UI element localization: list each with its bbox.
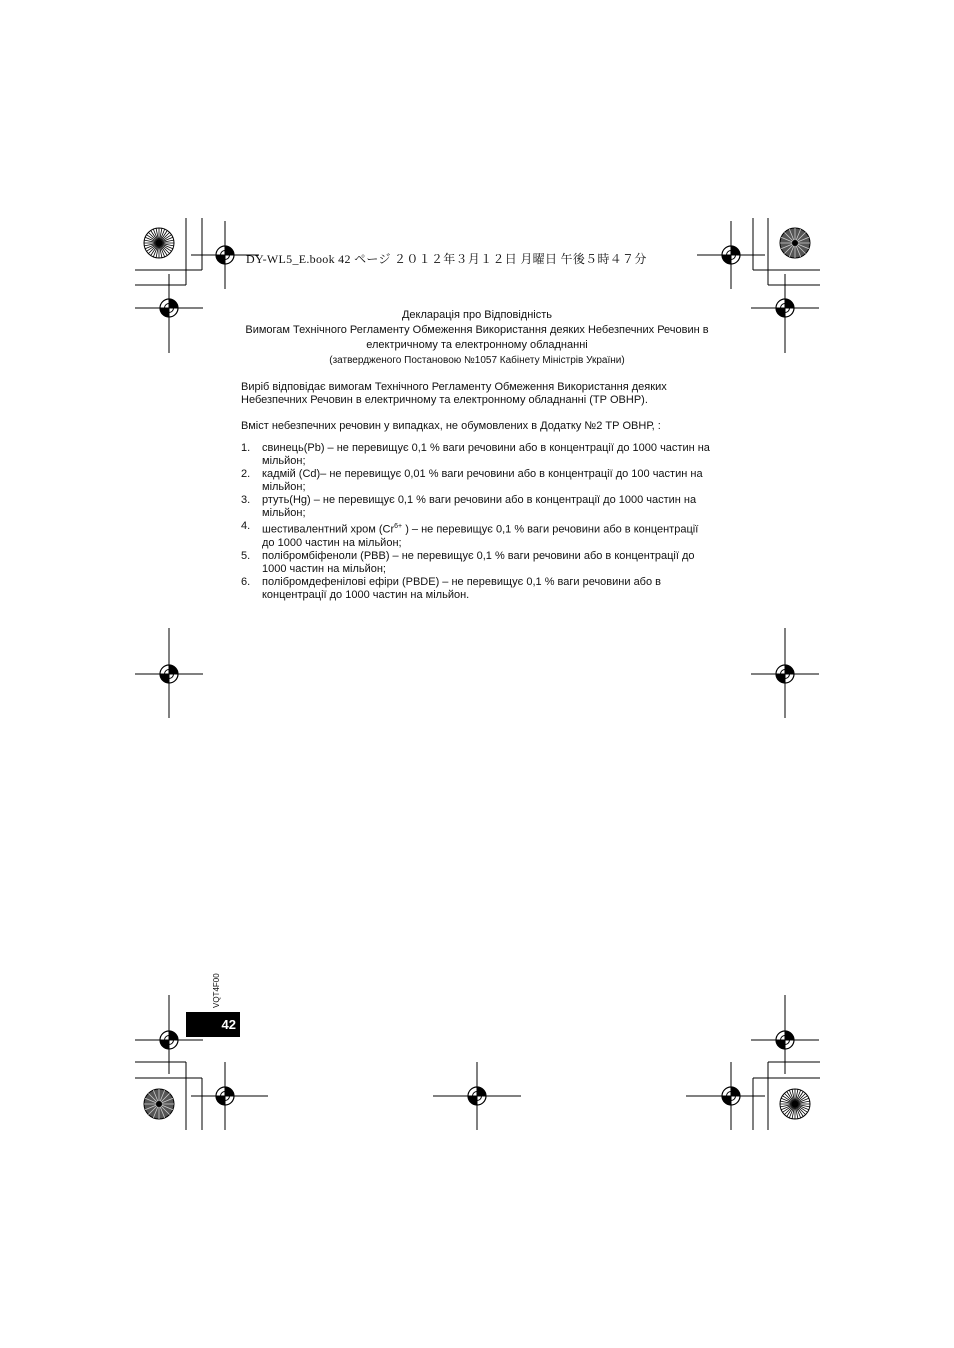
item-text: полібромдефенілові ефіри (PBDE) – не перевищує 0,1 % ваги речовини або в xyxy=(262,575,662,588)
content-intro: Вміст небезпечних речовин у випадках, не обумовлених в Додатку №2 ТР ОВНР, : xyxy=(241,420,661,432)
list-item xyxy=(241,494,721,520)
item-text: мільйон; xyxy=(262,481,306,493)
superscript: 6+ xyxy=(394,523,403,530)
item-number: 1. xyxy=(241,442,251,454)
item-text: кадмій (Cd)– не перевищує 0,01 % ваги речовини або в концентрації до 100 частин на xyxy=(262,468,703,480)
item-number: 6. xyxy=(241,575,251,588)
compliance-line1: Виріб відповідає вимогам Технічного Регламенту Обмеження Використання деяких xyxy=(241,381,667,393)
doc-code: VQT4F00 xyxy=(212,973,221,1008)
list-item xyxy=(241,468,721,494)
item-number: 5. xyxy=(241,549,251,562)
item-number: 4. xyxy=(241,520,251,532)
item-text: концентрації до 1000 частин на мільйон. xyxy=(262,588,470,601)
declaration-subtitle-line1: Вимогам Технічного Регламенту Обмеження Використання деяких Небезпечних Речовин в xyxy=(245,324,709,336)
print-info-header: DY-WL5_E.book 42 ページ ２０１２年３月１２日 月曜日 午後５時４７分 xyxy=(246,252,647,266)
compliance-statement xyxy=(241,381,721,407)
item-text: ) – не перевищує 0,1 % ваги речовини або в концентрації xyxy=(402,523,699,536)
list-item xyxy=(241,442,721,468)
item-text: мільйон; xyxy=(262,507,306,519)
list-item xyxy=(241,520,721,550)
list-item xyxy=(241,550,721,576)
item-text: полібромбіфеноли (PBB) – не перевищує 0,1 % ваги речовини або в концентрації до xyxy=(262,549,695,562)
page-number: 42 xyxy=(186,1012,240,1037)
item-number: 3. xyxy=(241,494,251,506)
list-item xyxy=(241,576,721,602)
compliance-line2: Небезпечних Речовин в електричному та електронному обладнанні (ТР ОВНР). xyxy=(241,394,648,406)
item-text: свинець(Pb) – не перевищує 0,1 % ваги речовини або в концентрації до 1000 частин на xyxy=(262,442,710,454)
item-text: ртуть(Hg) – не перевищує 0,1 % ваги речовини або в концентрації до 1000 частин на xyxy=(262,494,697,506)
declaration-title: Декларація про Відповідність xyxy=(401,309,553,321)
substance-list xyxy=(241,442,721,602)
item-text: шестивалентний хром (Cr xyxy=(262,523,395,536)
approval-note: (затвердженого Постановою №1057 Кабінету Міністрів України) xyxy=(329,355,625,366)
declaration-subtitle-line2: електричному та електронному обладнанні xyxy=(366,339,588,351)
item-text: до 1000 частин на мільйон; xyxy=(262,536,402,549)
item-text: 1000 частин на мільйон; xyxy=(262,562,386,575)
item-number: 2. xyxy=(241,468,251,480)
item-text: мільйон; xyxy=(262,455,306,467)
